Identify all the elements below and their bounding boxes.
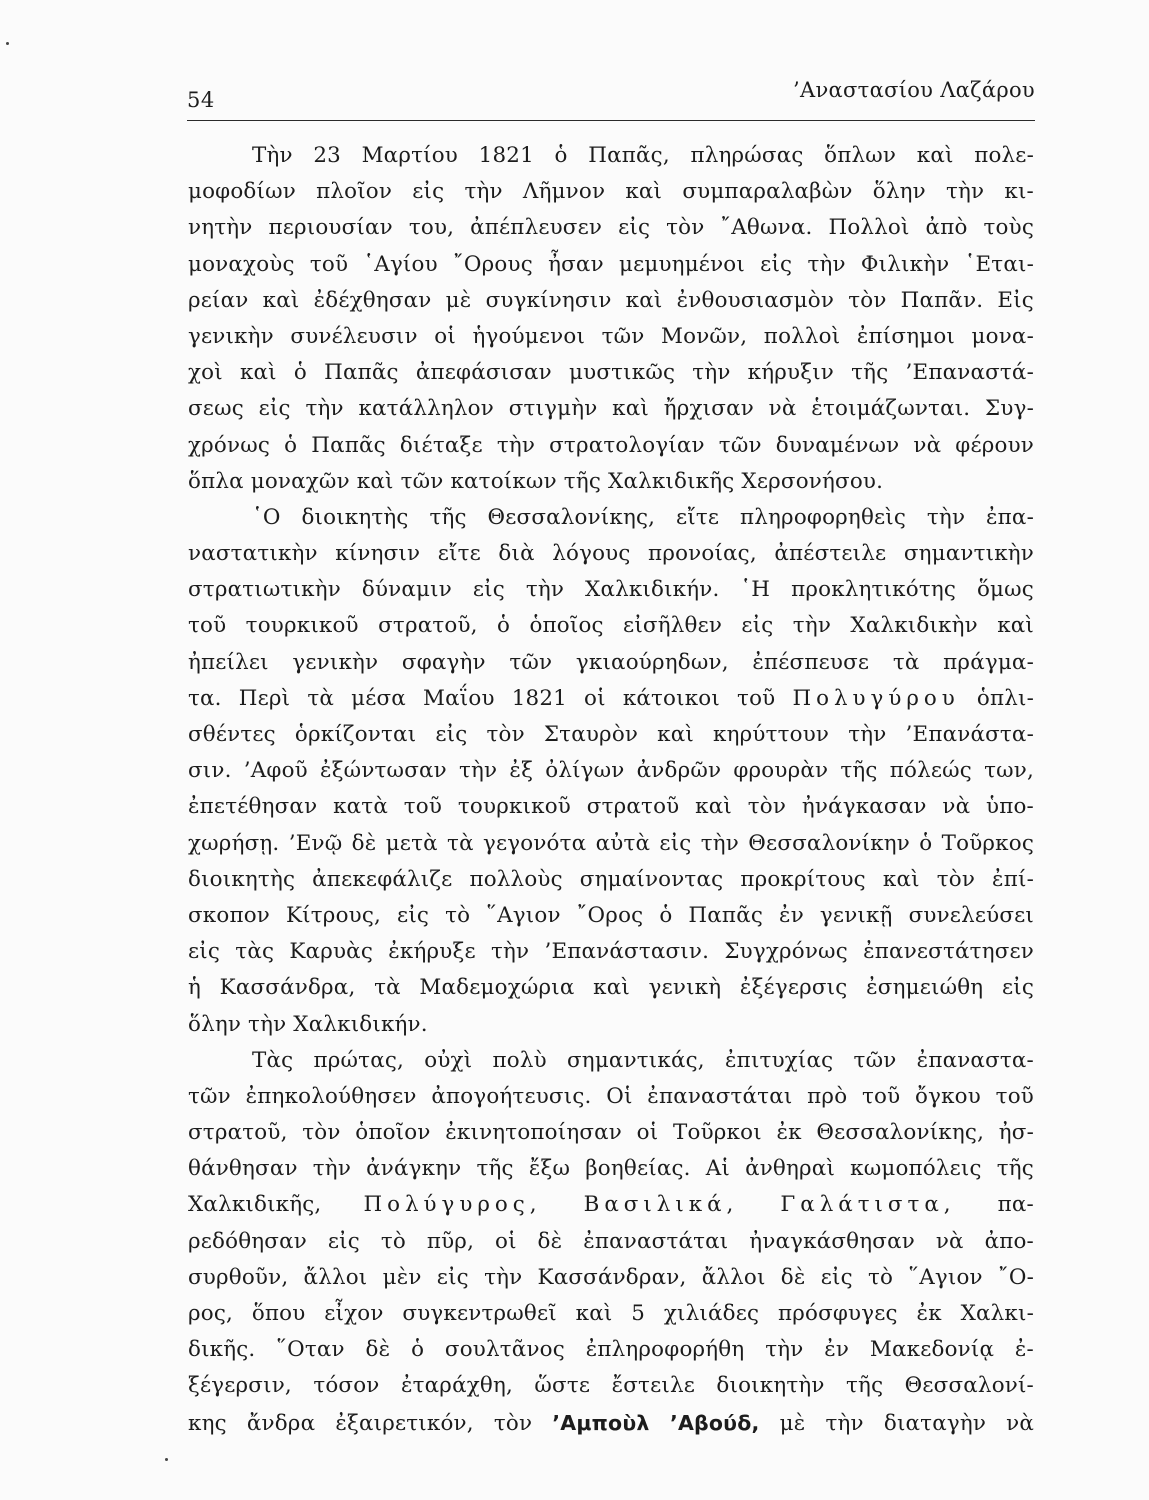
- text-line: σκοπον Κίτρους, εἰς τὸ ῞Αγιον ῎Ορος ὁ Παπᾶς ἐν γενικῇ συνελεύσει: [188, 902, 1034, 928]
- text-line: χωρήσῃ. ’Ενῷ δὲ μετὰ τὰ γεγονότα αὐτὰ εἰς τὴν Θεσσαλονίκην ὁ Τοῦρκος: [188, 830, 1034, 856]
- text-line: στρατοῦ, τὸν ὁποῖον ἐκινητοποίησαν οἱ Τοῦρκοι ἐκ Θεσσαλονίκης, ἠσ-: [188, 1120, 1034, 1146]
- text-line: τῶν ἐπηκολούθησεν ἀπογοήτευσις. Οἱ ἐπαναστάται πρὸ τοῦ ὄγκου τοῦ: [188, 1083, 1034, 1109]
- text-line: ἡ Κασσάνδρα, τὰ Μαδεμοχώρια καὶ γενικὴ ἐξέγερσις ἐσημειώθη εἰς: [188, 975, 1034, 1001]
- text-segment: κης ἄνδρα ἐξαιρετικόν, τὸν: [188, 1410, 533, 1436]
- text-line: ρεδόθησαν εἰς τὸ πῦρ, οἱ δὲ ἐπαναστάται ἠναγκάσθησαν νὰ ἀπο-: [188, 1228, 1034, 1254]
- text-line: Τὴν 23 Μαρτίου 1821 ὁ Παπᾶς, πληρώσας ὅπλων καὶ πολε-: [252, 143, 1034, 168]
- text-line: δικῆς. ῞Οταν δὲ ὁ σουλτᾶνος ἐπληροφορήθη τὴν ἐν Μακεδονίᾳ ἐ-: [188, 1337, 1034, 1363]
- bold-person-name: ’Αμποὺλ ’Αβούδ,: [552, 1410, 760, 1435]
- text-line-mixed: [188, 1405, 1034, 1441]
- text-segment: ὁπλι-: [976, 685, 1035, 711]
- text-line: σεως εἰς τὴν κατάλληλον στιγμὴν καὶ ἤρχισαν νὰ ἑτοιμάζωνται. Συγ-: [188, 396, 1034, 422]
- text-line-mixed: [188, 1187, 1034, 1223]
- text-line: τοῦ τουρκικοῦ στρατοῦ, ὁ ὁποῖος εἰσῆλθεν εἰς τὴν Χαλκιδικὴν καὶ: [188, 613, 1034, 639]
- header-rule: [187, 120, 1035, 121]
- text-line: ῾Ο διοικητὴς τῆς Θεσσαλονίκης, εἴτε πληροφορηθεὶς τὴν ἐπα-: [252, 504, 1034, 530]
- text-line: σθέντες ὁρκίζονται εἰς τὸν Σταυρὸν καὶ κηρύττουν τὴν ’Επανάστα-: [188, 722, 1034, 747]
- text-line: χοὶ καὶ ὁ Παπᾶς ἀπεφάσισαν μυστικῶς τὴν κήρυξιν τῆς ’Επαναστά-: [188, 360, 1034, 386]
- spaced-place-name: Πολυγύρου: [792, 685, 960, 711]
- text-line: ὅπλα μοναχῶν καὶ τῶν κατοίκων τῆς Χαλκιδικῆς Χερσονήσου.: [188, 468, 884, 494]
- text-line: ἠπείλει γενικὴν σφαγὴν τῶν γκιαούρηδων, ἐπέσπευσε τὰ πράγμα-: [188, 649, 1034, 675]
- page-header: [187, 78, 1035, 118]
- text-segment: τα. Περὶ τὰ μέσα Μαΐου 1821 οἱ κάτοικοι τοῦ: [188, 685, 776, 711]
- body-text: [188, 138, 1034, 1441]
- text-line: γενικὴν συνέλευσιν οἱ ἡγούμενοι τῶν Μονῶν, πολλοὶ ἐπίσημοι μονα-: [188, 323, 1034, 349]
- text-line-mixed: [188, 681, 1034, 717]
- page-number: 54: [187, 88, 215, 112]
- text-segment: μὲ τὴν διαταγὴν νὰ: [779, 1410, 1035, 1436]
- text-line: σιν. ’Αφοῦ ἐξώντωσαν τὴν ἐξ ὀλίγων ἀνδρῶν φρουρὰν τῆς πόλεώς των,: [188, 758, 1034, 784]
- text-line: χρόνως ὁ Παπᾶς διέταξε τὴν στρατολογίαν τῶν δυναμένων νὰ φέρουν: [188, 432, 1034, 458]
- text-line: εἰς τὰς Καρυὰς ἐκήρυξε τὴν ’Επανάστασιν. Συγχρόνως ἐπανεστάτησεν: [188, 939, 1034, 965]
- text-line: ρείαν καὶ ἐδέχθησαν μὲ συγκίνησιν καὶ ἐνθουσιασμὸν τὸν Παπᾶν. Εἰς: [188, 287, 1034, 313]
- scan-speck: [6, 42, 9, 45]
- text-line: ἐπετέθησαν κατὰ τοῦ τουρκικοῦ στρατοῦ καὶ τὸν ἠνάγκασαν νὰ ὑπο-: [188, 794, 1034, 820]
- spaced-place-name: Βασιλικά,: [583, 1192, 739, 1218]
- text-line: Τὰς πρώτας, οὐχὶ πολὺ σημαντικάς, ἐπιτυχίας τῶν ἐπαναστα-: [252, 1047, 1034, 1073]
- spaced-place-name: Πολύγυρος,: [363, 1192, 542, 1218]
- text-line: συρθοῦν, ἄλλοι μὲν εἰς τὴν Κασσάνδραν, ἄλλοι δὲ εἰς τὸ ῞Αγιον ῎Ο-: [188, 1264, 1034, 1290]
- text-line: θάνθησαν τὴν ἀνάγκην τῆς ἔξω βοηθείας. Αἱ ἀνθηραὶ κωμοπόλεις τῆς: [188, 1156, 1034, 1182]
- text-line: ὅλην τὴν Χαλκιδικήν.: [188, 1011, 428, 1037]
- spaced-place-name: Γαλάτιστα,: [780, 1192, 956, 1218]
- scan-speck: [165, 1458, 168, 1461]
- text-line: διοικητὴς ἀπεκεφάλιζε πολλοὺς σημαίνοντας προκρίτους καὶ τὸν ἐπί-: [188, 866, 1034, 892]
- text-line: ναστατικὴν κίνησιν εἴτε διὰ λόγους προνοίας, ἀπέστειλε σημαντικὴν: [188, 541, 1034, 567]
- running-head: ’Αναστασίου Λαζάρου: [793, 78, 1035, 102]
- text-line: στρατιωτικὴν δύναμιν εἰς τὴν Χαλκιδικήν. ῾Η προκλητικότης ὅμως: [188, 577, 1034, 603]
- text-line: μοφοδίων πλοῖον εἰς τὴν Λῆμνον καὶ συμπαραλαβὼν ὅλην τὴν κι-: [188, 179, 1034, 205]
- text-segment: Χαλκιδικῆς,: [188, 1192, 322, 1218]
- text-line: νητὴν περιουσίαν του, ἀπέπλευσεν εἰς τὸν ῎Αθωνα. Πολλοὶ ἀπὸ τοὺς: [188, 215, 1034, 241]
- text-segment: πα-: [997, 1192, 1034, 1218]
- text-line: ξέγερσιν, τόσον ἐταράχθη, ὥστε ἔστειλε διοικητὴν τῆς Θεσσαλονί-: [188, 1373, 1034, 1399]
- text-line: μοναχοὺς τοῦ ῾Αγίου ῎Ορους ἦσαν μεμυημένοι εἰς τὴν Φιλικὴν ῾Εται-: [188, 251, 1034, 277]
- text-line: ρος, ὅπου εἶχον συγκεντρωθεῖ καὶ 5 χιλιάδες πρόσφυγες ἐκ Χαλκι-: [188, 1301, 1034, 1326]
